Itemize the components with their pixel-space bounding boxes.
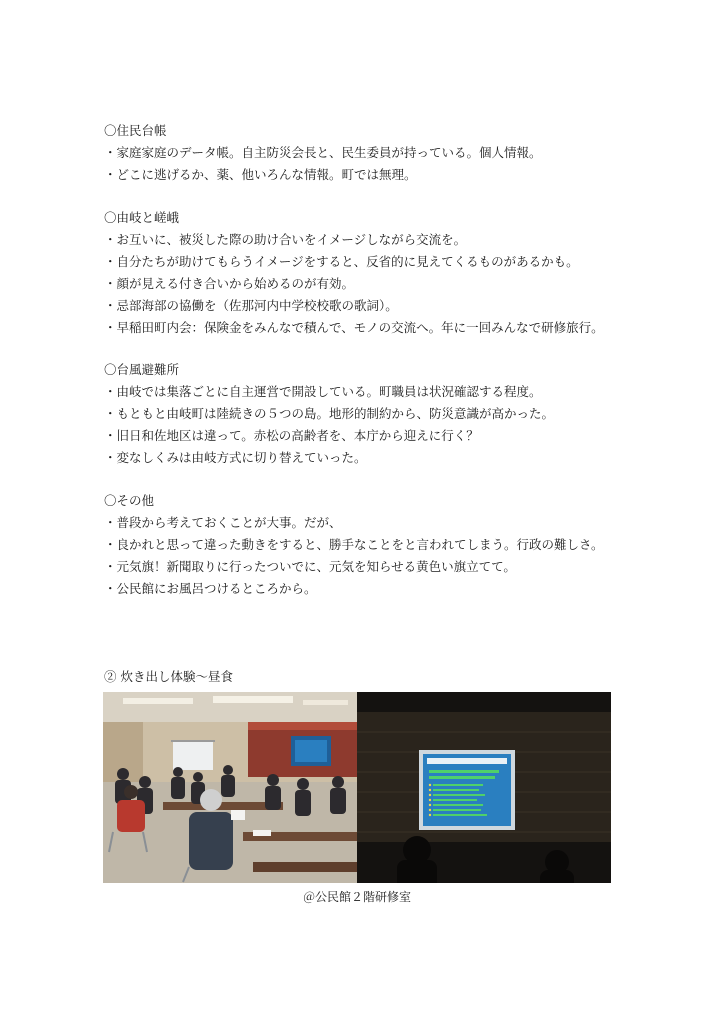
bullet-item: ・普段から考えておくことが大事。だが、 [104,515,342,530]
section-heading: 〇その他 [104,493,155,508]
bullet-item: ・公民館にお風呂つけるところから。 [104,581,317,596]
bullet-item: ・旧日和佐地区は違って。赤松の高齢者を、本庁から迎えに行く？ [104,428,479,443]
bullet-item: ・家庭家庭のデータ帳。自主防災会長と、民生委員が持っている。個人情報。 [104,145,542,160]
section-yuki-saga [104,207,644,339]
bullet-item: ・変なしくみは由岐方式に切り替えていった。 [104,450,367,465]
bullet-item: ・良かれと思って違った動きをすると、勝手なことをと言われてしまう。行政の難しさ。 [104,537,604,552]
section-heading: 〇台風避難所 [104,362,180,377]
section-other [104,490,644,600]
bullet-item: ・どこに逃げるか、薬、他いろんな情報。町では無理。 [104,167,417,182]
section-heading-cooking: ② 炊き出し体験～昼食 [104,669,233,684]
photo-meeting-room [103,692,357,883]
bullet-item: ・お互いに、被災した際の助け合いをイメージしながら交流を。 [104,232,467,247]
section-typhoon-shelter [104,359,644,469]
bullet-item: ・由岐では集落ごとに自主運営で開設している。町職員は状況確認する程度。 [104,384,542,399]
photo-caption: ＠公民館２階研修室 [302,890,411,904]
section-heading: 〇由岐と嵯峨 [104,210,180,225]
bullet-item: ・早稲田町内会：保険金をみんなで積んで、モノの交流へ。年に一回みんなで研修旅行。 [104,320,604,335]
photo-row [103,692,611,883]
bullet-item: ・元気旗！新聞取りに行ったついでに、元気を知らせる黄色い旗立てて。 [104,559,516,574]
section-residents-register [104,120,644,186]
bullet-item: ・自分たちが助けてもらうイメージをすると、反省的に見えてくるものがあるかも。 [104,254,579,269]
bullet-item: ・忌部海部の協働を（佐那河内中学校校歌の歌詞）。 [104,298,398,313]
photo-projection-slide [357,692,611,883]
bullet-item: ・顔が見える付き合いから始めるのが有効。 [104,276,355,291]
bullet-item: ・もともと由岐町は陸続きの５つの島。地形的制約から、防災意識が高かった。 [104,406,555,421]
section-heading: 〇住民台帳 [104,123,167,138]
